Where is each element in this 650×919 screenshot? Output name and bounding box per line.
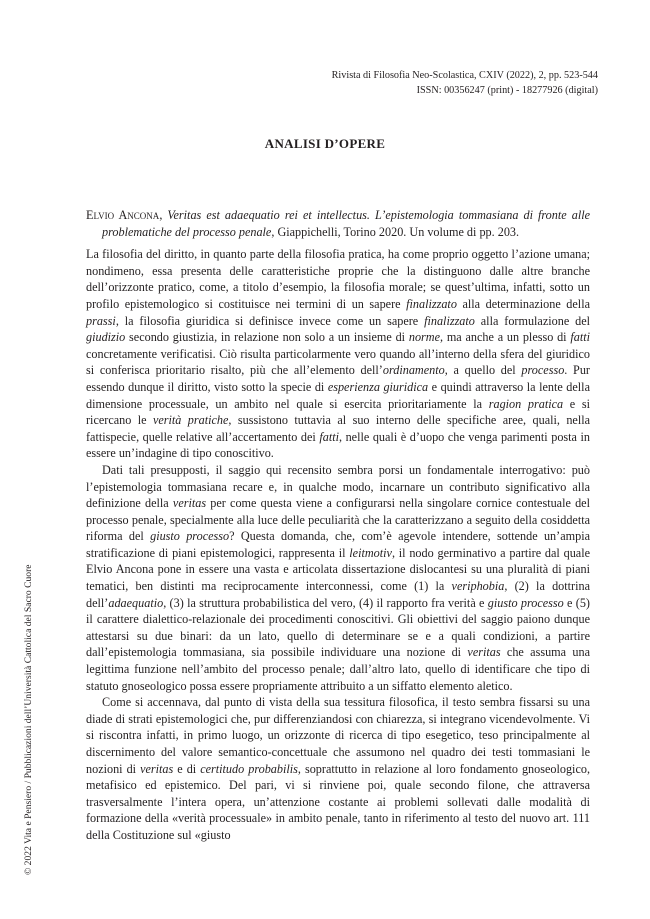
text-run: Come si accennava, dal punto di vista della sua tessitura filosofica, il testo sembra fissarsi su una diade di strati epistemologici che, pur differenziandosi con chiarezza, si integrano vicendevolmente. Vi si riscontra infatti, in primo luogo, un orizzonte di ricerca di tipo esegetico, teso principalmente al discernimento del valore semantico-concettuale che assumono nel quadro dei testi tommasiani le nozioni di (86, 695, 590, 776)
text-run: alla formulazione del (474, 313, 591, 328)
italic-term: prassi (86, 313, 116, 328)
italic-term: leitmotiv (349, 545, 392, 560)
text-run: concretamente verificatisi. Ciò risulta particolarmente vero quando all’interno della sfera del giuridico si conferisca prioritario risalto, più che all’elemento dell’ (86, 346, 590, 378)
italic-term: ordinamento (382, 363, 445, 378)
journal-citation: Rivista di Filosofia Neo-Scolastica, CXIV (2022), 2, pp. 523-544 (331, 70, 598, 81)
paragraph-1 (86, 246, 590, 462)
text-run: che assuma una legittima funzione nell’ambito del processo penale; dall’altro lato, quello di identificare che tipo di statuto gnoseologico possa essere propriamente attribuito a un siffatto elemento aletico. (86, 645, 590, 693)
italic-term: verità pratiche (152, 413, 229, 428)
italic-term: veriphobia (451, 579, 505, 594)
italic-term: adaequatio (108, 595, 164, 610)
text-run: alla determinazione della (456, 296, 590, 311)
italic-term: giusto processo (487, 595, 564, 610)
italic-term: fatti (319, 429, 339, 444)
article-body (86, 207, 590, 844)
reference-publication: , Giappichelli, Torino 2020. Un volume di pp. 203. (271, 224, 520, 239)
text-run: , la filosofia giuridica si definisce invece come un sapere (115, 313, 425, 328)
italic-term: finalizzato (424, 313, 475, 328)
copyright-side-note: © 2022 Vita e Pensiero / Pubblicazioni dell’Università Cattolica del Sacro Cuore (23, 564, 34, 875)
italic-term: processo (521, 363, 565, 378)
text-run: e di (173, 761, 201, 776)
text-run: , soprattutto in relazione al loro fondamento gnoseologico, metafisico ed epistemico. Del pari, vi si rinviene poi, quale secondo filone, che attraversa trasversalmente l’intera opera, un’attenzione costante ai problemi sollevati dalle modalità di formazione della «verità processuale» in ambito penale, tanto in riferimento al testo del nuovo art. 111 della Costituzione sul «giusto (86, 761, 590, 842)
reviewed-author: Elvio Ancona (86, 208, 160, 222)
reference-separator: , (159, 208, 168, 222)
text-run: , a quello del (444, 363, 522, 378)
issn-line: ISSN: 00356247 (print) - 18277926 (digital) (416, 85, 598, 96)
text-run: ? Questa domanda, che, com’è agevole intendere, sottende un’ampia stratificazione di piani epistemologici, rappresenta il (86, 529, 590, 560)
text-run: . Pur essendo dunque il diritto, visto sotto la specie di (86, 363, 590, 394)
text-run: e quindi attraverso la lente della dimensione processuale, un ambito nel quale si esercita prioritariamente la (86, 379, 590, 411)
text-run: Dati tali presupposti, il saggio qui recensito sembra porsi un fondamentale interrogativo: può l’epistemologia tommasiana recare e, in qualche modo, incarnare un contributo significativo alla definizione della (86, 462, 590, 511)
italic-term: veritas (140, 761, 174, 776)
italic-term: giudizio (86, 330, 126, 345)
text-run: , (3) la struttura probabilistica del vero, (4) il rapporto fra verità e (163, 595, 488, 610)
text-run: , sussistono tuttavia al suo interno delle specifiche aree, quali, nella fattispecie, quelle relative all’accertamento dei (86, 413, 591, 444)
text-run: ma anche a un plesso di (443, 330, 571, 345)
italic-term: certitudo probabilis (200, 761, 298, 776)
italic-term: ragion pratica (488, 396, 564, 411)
text-run: per come questa viene a configurarsi nella singolare cornice contestuale del processo penale, specialmente alla luce delle peculiarità che la caratterizzano a seguito della cosiddetta riforma del (86, 496, 590, 544)
paragraph-3 (86, 694, 590, 843)
italic-term: giusto processo (150, 529, 230, 544)
paragraph-2 (86, 462, 590, 694)
text-run: e si ricercano le (86, 396, 591, 428)
text-run: e (5) il carattere dialettico-relazionale dei procedimenti conoscitivi. Gli obiettivi del saggio paiono dunque attestarsi su due binari: da un lato, quello di determinare se e a quali condizioni, a partire dall’epistemologia tommasiana, sia possibile individuare una nozione di (86, 595, 590, 660)
italic-term: esperienza giuridica (327, 379, 429, 394)
italic-term: fatti (570, 330, 590, 345)
journal-header (332, 68, 598, 98)
book-reference (86, 207, 590, 240)
text-run: , nelle quali è d’uopo che venga parimenti posta in essere un’indagine di tipo conoscitivo. (86, 429, 590, 461)
italic-term: veritas (467, 645, 501, 660)
section-title: ANALISI D’OPERE (264, 136, 386, 151)
text-run: , il nodo germinativo a partire dal quale Elvio Ancona pone in essere una vasta e articolata dissertazione dislocantesi su una pluralità di piani tematici, ben distinti ma reciprocamente interconnessi, come (1) la (86, 545, 590, 594)
italic-term: finalizzato (406, 296, 457, 311)
text-run: La filosofia del diritto, in quanto parte della filosofia pratica, ha come proprio oggetto l’azione umana; nondimeno, essa presenta delle caratteristiche proprie che la distinguono dalle altre branche dell’orizzonte pratico, come, a titolo d’esempio, la filosofia morale; se quest’ultima, infatti, sotto un profilo epistemologico si costituisce nei termini di un sapere (86, 247, 590, 311)
italic-term: norme, (408, 330, 444, 345)
text-run: secondo giustizia, in relazione non solo a un insieme di (125, 330, 409, 345)
text-run: , (2) la dottrina dell’ (86, 579, 590, 610)
reviewed-title: Veritas est adaequatio rei et intellectus. L’epistemologia tommasiana di fronte alle problematiche del processo penale (102, 208, 591, 239)
italic-term: veritas (172, 496, 207, 511)
